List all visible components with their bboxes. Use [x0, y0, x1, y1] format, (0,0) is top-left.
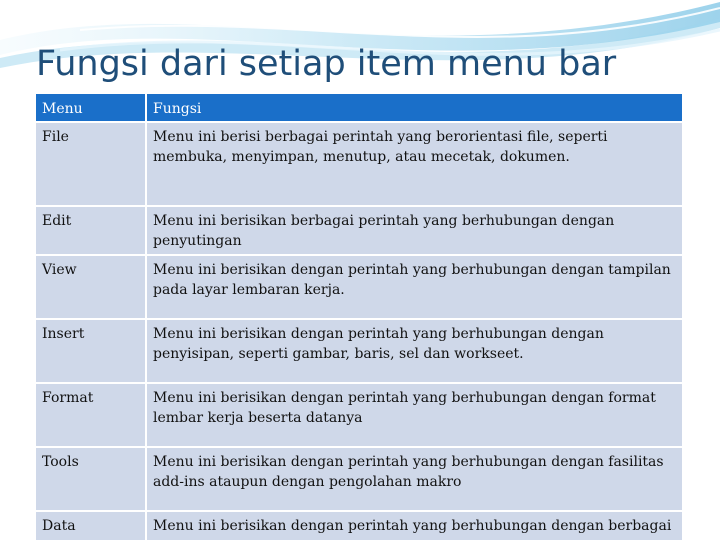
table-row [36, 207, 682, 256]
cell-fungsi: Menu ini berisikan berbagai perintah yang berhubungan dengan penyutingan [147, 207, 682, 256]
header-menu: Menu [36, 94, 147, 123]
cell-fungsi: Menu ini berisikan dengan perintah yang berhubungan dengan fasilitas add-ins ataupun dengan pengolahan makro [147, 448, 682, 512]
page-title: Fungsi dari setiap item menu bar [36, 44, 617, 84]
table-row [36, 448, 682, 512]
table-row [36, 256, 682, 320]
table-header-row [36, 94, 682, 123]
table-row [36, 123, 682, 207]
table-row [36, 512, 682, 540]
table-row [36, 320, 682, 384]
cell-menu: Format [36, 384, 147, 448]
cell-fungsi: Menu ini berisi berbagai perintah yang berorientasi file, seperti membuka, menyimpan, menutup, atau mecetak, dokumen. [147, 123, 682, 207]
cell-fungsi: Menu ini berisikan dengan perintah yang berhubungan dengan format lembar kerja beserta datanya [147, 384, 682, 448]
cell-fungsi: Menu ini berisikan dengan perintah yang berhubungan dengan penyisipan, seperti gambar, baris, sel dan workseet. [147, 320, 682, 384]
cell-menu: View [36, 256, 147, 320]
table-row [36, 384, 682, 448]
cell-menu: Tools [36, 448, 147, 512]
menu-function-table [36, 94, 682, 540]
cell-fungsi: Menu ini berisikan dengan perintah yang berhubungan dengan berbagai [147, 512, 682, 540]
cell-menu: Edit [36, 207, 147, 256]
header-fungsi: Fungsi [147, 94, 682, 123]
cell-fungsi: Menu ini berisikan dengan perintah yang berhubungan dengan tampilan pada layar lembaran kerja. [147, 256, 682, 320]
cell-menu: Data [36, 512, 147, 540]
cell-menu: Insert [36, 320, 147, 384]
cell-menu: File [36, 123, 147, 207]
